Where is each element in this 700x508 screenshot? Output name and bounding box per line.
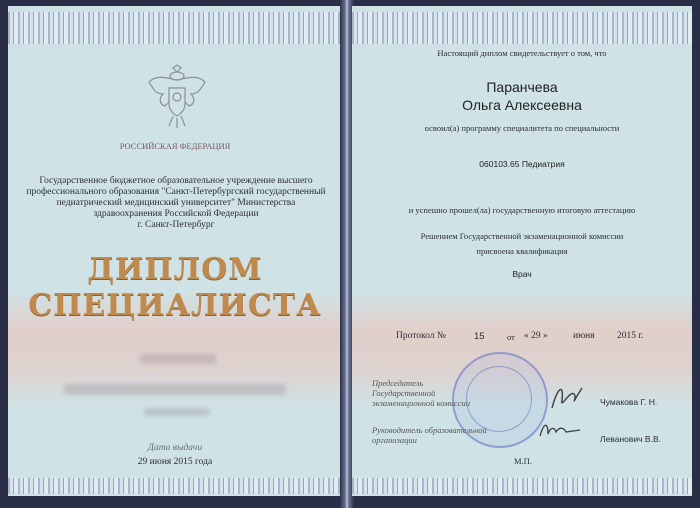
coat-of-arms-emblem <box>145 64 209 130</box>
protocol-day: « 29 » <box>524 331 548 341</box>
issue-date: 29 июня 2015 года <box>137 457 213 467</box>
intro-text: Настоящий диплом свидетельствует о том, что <box>437 48 607 58</box>
decorative-band-top <box>352 12 692 44</box>
head-signature-icon <box>536 418 584 444</box>
diploma-subtitle: СПЕЦИАЛИСТА <box>28 288 322 323</box>
head-label <box>372 425 487 445</box>
decision-text-2: присвоена квалификация <box>476 246 568 256</box>
decorative-band-bottom <box>352 478 692 494</box>
qualification: Врач <box>512 269 532 279</box>
institution-name <box>18 176 334 231</box>
decorative-band-top <box>8 12 342 44</box>
chairman-label-line: Председатель <box>372 378 424 388</box>
holder-given-names: Ольга Алексеевна <box>462 97 582 113</box>
institution-line: Государственное бюджетное образовательное учреждение высшего <box>39 176 313 186</box>
decision-text: Решением Государственной экзаменационной комиссии <box>420 231 624 241</box>
country-label: РОССИЙСКАЯ ФЕДЕРАЦИЯ <box>119 141 231 151</box>
blurred-serial <box>140 354 216 364</box>
institution-line: педиатрический медицинский университет" Министерства <box>56 198 296 208</box>
holder-surname: Паранчева <box>486 79 558 95</box>
protocol-month: июня <box>573 331 595 341</box>
institution-line: здравоохранения Российской Федерации <box>93 209 259 219</box>
left-page <box>8 6 342 496</box>
protocol-year: 2015 г. <box>617 331 644 341</box>
chairman-label-line: экзаменационной комиссии <box>372 398 470 408</box>
head-label-line: Руководитель образовательной <box>372 425 487 435</box>
right-page <box>352 6 692 496</box>
head-label-line: организации <box>372 435 417 445</box>
seal-inner-ring <box>466 366 532 432</box>
mastered-text: освоил(а) программу специалитета по специальности <box>424 123 620 133</box>
chairman-name: Чумакова Г. Н. <box>600 397 658 407</box>
blurred-number <box>144 408 210 416</box>
chairman-label <box>372 378 470 408</box>
issue-date-label: Дата выдачи <box>147 443 203 453</box>
protocol-label: Протокол № <box>396 331 446 341</box>
seal-place-label: М.П. <box>514 456 532 466</box>
blurred-registration <box>64 384 286 395</box>
protocol-number: 15 <box>474 331 485 342</box>
diploma-title: ДИПЛОМ <box>87 252 263 287</box>
chairman-signature-icon <box>548 380 588 416</box>
chairman-label-line: Государственной <box>372 388 436 398</box>
protocol-from: от <box>507 332 515 342</box>
specialty: 060103.65 Педиатрия <box>479 159 565 169</box>
institution-line: г. Санкт-Петербург <box>137 220 215 230</box>
institution-line: профессионального образования "Санкт-Петербургский государственный <box>26 187 326 197</box>
decorative-band-bottom <box>8 478 342 494</box>
passed-text: и успешно прошел(ла) государственную итоговую аттестацию <box>408 205 636 215</box>
head-name: Леванович В.В. <box>600 434 661 444</box>
